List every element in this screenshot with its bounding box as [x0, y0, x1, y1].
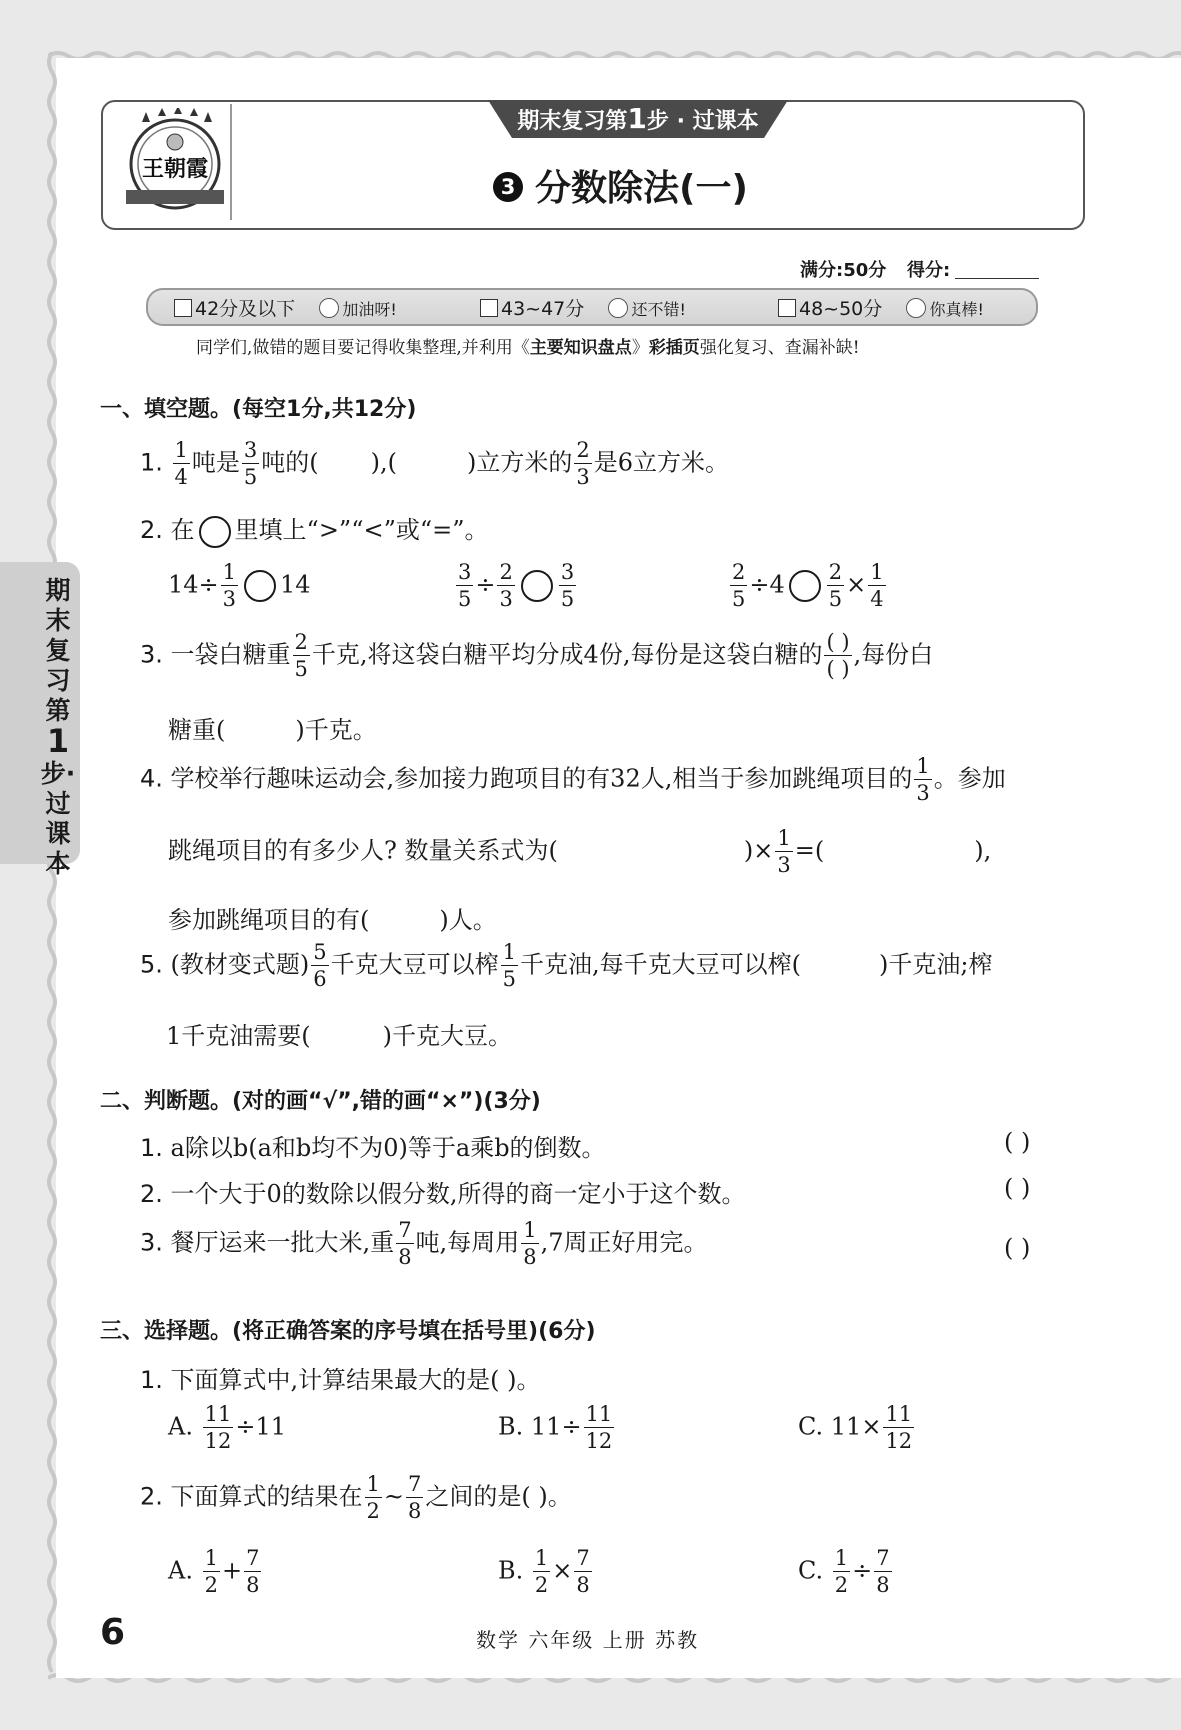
score-level-3: 48~50分 你真棒!: [778, 294, 984, 321]
smiley-icon: [906, 298, 926, 318]
q3-2-option-c[interactable]: C. $\frac{1}{2}$ ÷ $\frac{7}{8}$: [798, 1546, 890, 1597]
q1-5: 5. (教材变式题) $\frac{5}{6}$ 千克大豆可以榨 $\frac{1}{5}$ 千克油,每千克大豆可以榨( )千克油;榨: [140, 940, 993, 991]
header-banner-label: 期末复习第1步 · 过课本: [517, 102, 759, 135]
q2-2-answer[interactable]: ( ): [1004, 1174, 1031, 1202]
smiley-icon: [319, 298, 339, 318]
q3-1-option-c[interactable]: C. 11× $\frac{11}{12}$: [798, 1402, 913, 1453]
fraction-blank[interactable]: $\frac{( )}{( )}$: [826, 630, 850, 681]
q3-2-option-a[interactable]: A. $\frac{1}{2}$ + $\frac{7}{8}$: [168, 1546, 260, 1597]
q1-2: 2. 在 里填上“>”“<”或“=”。: [140, 510, 489, 548]
brand-logo-icon: [120, 108, 230, 216]
q2-1-answer[interactable]: ( ): [1004, 1128, 1031, 1156]
q1-4: 4. 学校举行趣味运动会,参加接力跑项目的有32人,相当于参加跳绳项目的 $\frac{1}{3}$ 。参加: [140, 754, 1006, 805]
svg-text:王朝霞: 王朝霞: [141, 156, 209, 182]
q3-2: 2. 下面算式的结果在 $\frac{1}{2}$ ~ $\frac{7}{8}$ 之间的是( )。: [140, 1472, 572, 1523]
checkbox-icon[interactable]: [778, 299, 796, 317]
q2-3-answer[interactable]: ( ): [1004, 1234, 1031, 1262]
header-divider: [230, 104, 232, 220]
section-2-title: 二、判断题。(对的画“√”,错的画“×”)(3分): [100, 1089, 541, 1114]
score-level-2: 43~47分 还不错!: [480, 294, 686, 321]
score-blank[interactable]: [955, 278, 1039, 279]
compare-circle[interactable]: [244, 570, 276, 602]
q1-4-cont: 跳绳项目的有多少人? 数量关系式为( )× $\frac{1}{3}$ =( ),: [168, 826, 992, 877]
q1-2c: $\frac{2}{5}$ ÷4 $\frac{2}{5}$ × $\frac{1}{4}$: [732, 560, 884, 611]
checkbox-icon[interactable]: [480, 299, 498, 317]
full-score: 满分:50分: [800, 260, 887, 281]
compare-circle[interactable]: [521, 570, 553, 602]
q3-2-option-b[interactable]: B. $\frac{1}{2}$ × $\frac{7}{8}$: [498, 1546, 590, 1597]
score-level-1: 42分及以下 加油呀!: [174, 294, 397, 321]
q2-2: 2. 一个大于0的数除以假分数,所得的商一定小于这个数。: [140, 1180, 746, 1208]
q1-4-answer: 参加跳绳项目的有( )人。: [168, 906, 497, 934]
q1-5-cont: 1千克油需要( )千克大豆。: [166, 1022, 513, 1050]
q1-3: 3. 一袋白糖重 $\frac{2}{5}$ 千克,将这袋白糖平均分成4份,每份是这袋白糖的 $\frac{( )}{( )}$ ,每份白: [140, 630, 934, 681]
footer-text: 数学 六年级 上册 苏教: [476, 1628, 700, 1652]
q1-1: 1. $\frac{1}{4}$ 吨是 $\frac{3}{5}$ 吨的( ),( )立方米的 $\frac{2}{3}$ 是6立方米。: [140, 438, 730, 489]
section-1-title: 一、填空题。(每空1分,共12分): [100, 397, 417, 422]
circle-blank-icon: [199, 516, 231, 548]
side-tab-label: 期末复习第1步·过课本: [40, 576, 76, 878]
checkbox-icon[interactable]: [174, 299, 192, 317]
q1-2a: 14÷ $\frac{1}{3}$ 14: [168, 560, 311, 611]
q3-1-option-b[interactable]: B. 11÷ $\frac{11}{12}$: [498, 1402, 613, 1453]
q2-3: 3. 餐厅运来一批大米,重 $\frac{7}{8}$ 吨,每周用 $\frac{1}{8}$ ,7周正好用完。: [140, 1218, 708, 1269]
q3-1-option-a[interactable]: A. $\frac{11}{12}$ ÷11: [168, 1402, 286, 1453]
page-number: 6: [100, 1612, 126, 1653]
q1-2b: $\frac{3}{5}$ ÷ $\frac{2}{3}$ $\frac{3}{5}$: [458, 560, 575, 611]
q2-1: 1. a除以b(a和b均不为0)等于a乘b的倒数。: [140, 1134, 606, 1162]
page-title: 3 分数除法(一): [493, 160, 748, 211]
score-label: 得分:: [907, 260, 951, 281]
section-3-title: 三、选择题。(将正确答案的序号填在括号里)(6分): [100, 1319, 596, 1344]
q1-3-cont: 糖重( )千克。: [168, 716, 377, 744]
compare-circle[interactable]: [789, 570, 821, 602]
q3-1: 1. 下面算式中,计算结果最大的是( )。: [140, 1366, 541, 1394]
smiley-icon: [608, 298, 628, 318]
notice-text: 同学们,做错的题目要记得收集整理,并利用《主要知识盘点》彩插页强化复习、查漏补缺!: [196, 338, 860, 358]
